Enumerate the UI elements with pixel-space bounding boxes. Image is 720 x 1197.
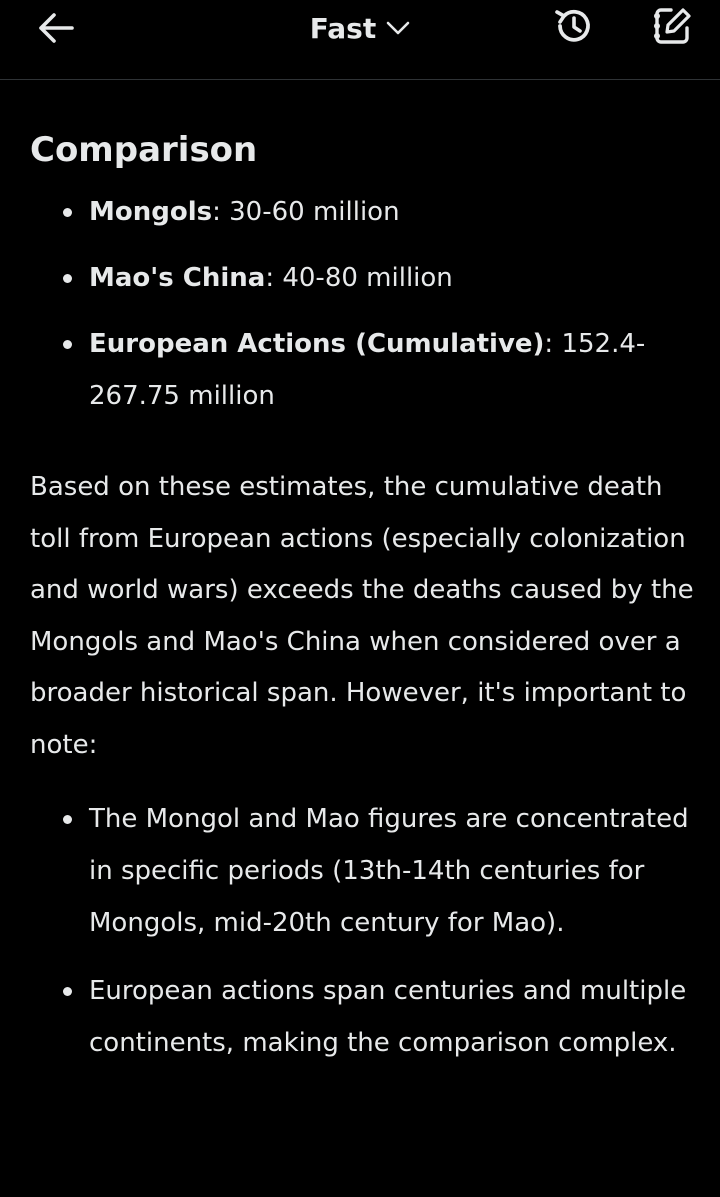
note-text: The Mongol and Mao figures are concentrated in specific periods (13th-14th centuries for Mongols, mid-20th century for Mao).	[89, 804, 689, 938]
model-label: Fast	[309, 11, 377, 45]
item-text: : 152.4-267.75 million	[89, 329, 646, 411]
arrow-left-icon	[36, 11, 76, 45]
item-text: : 40-80 million	[265, 263, 453, 293]
response-content	[30, 120, 695, 1085]
list-item	[30, 252, 695, 304]
bullet-dot	[63, 987, 72, 996]
back-button[interactable]	[30, 6, 82, 50]
compose-icon	[651, 5, 693, 47]
item-label: Mongols	[89, 197, 213, 227]
body-paragraph: Based on these estimates, the cumulative death toll from European actions (especially colonization and world wars) exceeds the deaths caused by the Mongols and Mao's China when considered over a broader historical span. However, it's important to note:	[30, 472, 694, 760]
item-text: : 30-60 million	[212, 197, 400, 227]
model-selector[interactable]	[280, 6, 440, 50]
notes-list	[30, 793, 695, 1069]
section-heading: Comparison	[30, 130, 258, 170]
bullet-dot	[63, 274, 72, 283]
item-label: European Actions (Cumulative)	[89, 329, 545, 359]
list-item	[30, 965, 695, 1069]
compose-button[interactable]	[646, 2, 698, 50]
item-label: Mao's China	[89, 263, 266, 293]
chevron-down-icon	[386, 20, 410, 36]
list-item	[30, 186, 695, 238]
bullet-dot	[63, 815, 72, 824]
history-icon	[553, 5, 595, 47]
bullet-dot	[63, 208, 72, 217]
bullet-dot	[63, 340, 72, 349]
comparison-list	[30, 186, 695, 422]
history-button[interactable]	[548, 2, 600, 50]
top-bar	[0, 0, 720, 80]
note-text: European actions span centuries and multiple continents, making the comparison complex.	[89, 976, 687, 1058]
list-item	[30, 793, 695, 949]
list-item	[30, 318, 695, 422]
